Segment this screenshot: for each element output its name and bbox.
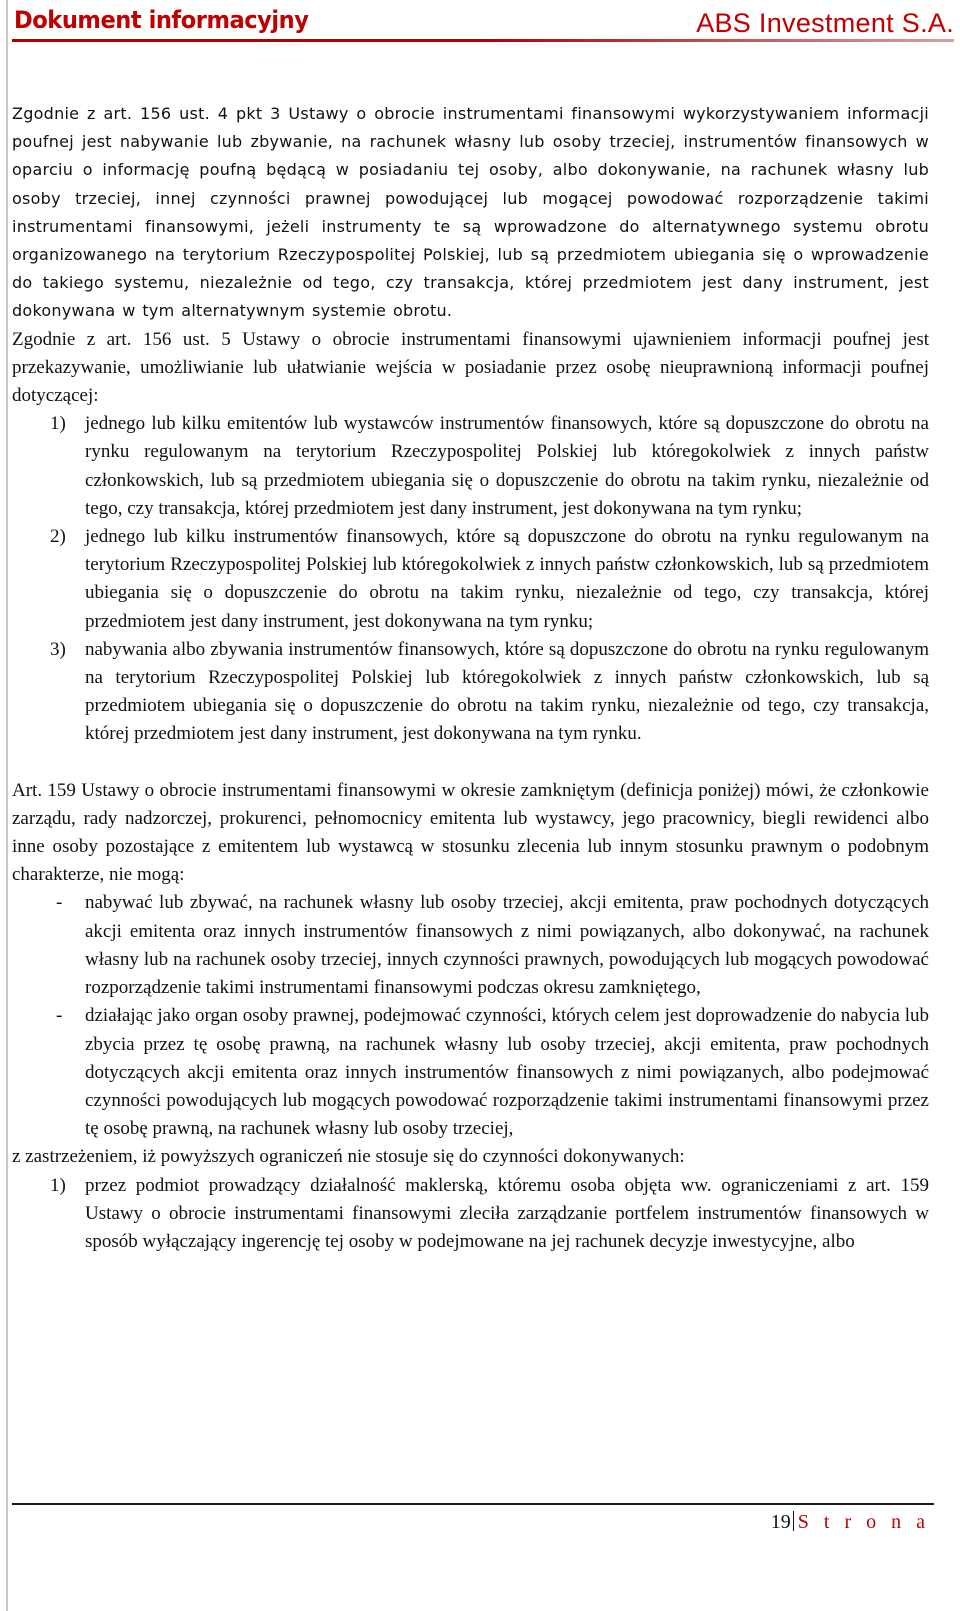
paragraph-disclosure: Zgodnie z art. 156 ust. 5 Ustawy o obrocie instrumentami finansowymi ujawnieniem informacji poufnej jest przekazywanie, umożliwianie lub ułatwianie wejścia w posiadanie przez osobę nieuprawnioną informacji poufnej dotyczącej: — [12, 328, 929, 407]
exceptions-list — [12, 1172, 929, 1257]
list-marker: 2) — [50, 526, 66, 548]
list-marker: - — [56, 892, 63, 914]
paragraph-exceptions: z zastrzeżeniem, iż powyższych ograniczeń nie stosuje się do czynności dokonywanych: — [12, 1146, 685, 1168]
paragraph-gap — [12, 749, 929, 777]
list-marker: 3) — [50, 638, 66, 660]
paragraph-closed-period: Art. 159 Ustawy o obrocie instrumentami finansowymi w okresie zamkniętym (definicja poniżej) mówi, że członkowie zarządu, rady nadzorczej, prokurenci, pełnomocnicy emitenta lub wystawcy, jego pracownicy, biegli rewidenci albo inne osoby pozostające z emitentem lub wystawcą w stosunku zlecenia lub innym stosunku prawnym o podobnym charakterze, nie mogą: — [12, 779, 929, 886]
list-item-text: przez podmiot prowadzący działalność maklerską, któremu osoba objęta ww. ograniczeniami z art. 159 Ustawy o obrocie instrumentami finansowymi zleciła zarządzanie portfelem instrumentów finansowych w sposób wyłączający ingerencję tej osoby w podejmowane na jej rachunek decyzje inwestycyjne, albo — [85, 1174, 929, 1252]
footer-divider — [12, 1503, 934, 1505]
left-margin-rule — [6, 0, 8, 1611]
page-header — [12, 6, 954, 40]
page-footer — [771, 1511, 930, 1534]
document-type-title: Dokument informacyjny — [14, 6, 309, 34]
header-divider — [12, 39, 954, 42]
restrictions-list — [12, 889, 929, 1143]
footer-separator — [793, 1511, 794, 1531]
list-marker: - — [56, 1005, 63, 1027]
disclosure-list — [12, 410, 929, 748]
list-item-text: jednego lub kilku emitentów lub wystawców instrumentów finansowych, które są dopuszczone do obrotu na rynku regulowanym na terytorium Rzeczypospolitej Polskiej lub któregokolwiek z innych państw członkowskich, lub są przedmiotem ubiegania się o dopuszczenie do obrotu na takim rynku, niezależnie od tego, czy transakcja, której przedmiotem jest dany instrument, jest dokonywana na tym rynku; — [85, 413, 929, 519]
list-item-text: nabywać lub zbywać, na rachunek własny lub osoby trzeciej, akcji emitenta, praw pochodnych dotyczących akcji emitenta oraz innych instrumentów finansowych z nimi powiązanych, albo dokonywać, na rachunek własny lub na rachunek osoby trzeciej, innych czynności prawnych, powodujących lub mogących powodować rozporządzenie takimi instrumentami finansowymi podczas okresu zamkniętego, — [85, 892, 929, 999]
list-item — [12, 1172, 929, 1257]
paragraph-insider-trading: Zgodnie z art. 156 ust. 4 pkt 3 Ustawy o obrocie instrumentami finansowymi wykorzystywaniem informacji poufnej jest nabywanie lub zbywanie, na rachunek własny lub osoby trzeciej, instrumentów finansowych w oparciu o informację poufną będącą w posiadaniu tej osoby, albo dokonywanie, na rachunek własny lub osoby trzeciej, innej czynności prawnej powodującej lub mogącej powodować rozporządzenie takimi instrumentami finansowymi, jeżeli instrumenty te są wprowadzone do alternatywnego systemu obrotu organizowanego na terytorium Rzeczypospolitej Polskiej, lub są przedmiotem ubiegania się o wprowadzenie do takiego systemu, niezależnie od tego, czy transakcja, której przedmiotem jest dany instrument, jest dokonywana w tym alternatywnym systemie obrotu. — [12, 104, 929, 321]
list-item — [12, 889, 929, 1002]
company-name: ABS Investment S.A. — [696, 8, 954, 38]
list-item — [12, 410, 929, 523]
list-item — [12, 636, 929, 749]
list-item-text: jednego lub kilku instrumentów finansowych, które są dopuszczone do obrotu na rynku regulowanym na terytorium Rzeczypospolitej Polskiej lub któregokolwiek z innych państw członkowskich, lub są przedmiotem ubiegania się o dopuszczenie do obrotu na takim rynku, niezależnie od tego, czy transakcja, której przedmiotem jest dany instrument, jest dokonywana na tym rynku; — [85, 526, 929, 632]
page-content — [12, 100, 929, 1256]
page-number: 19 — [770, 1511, 791, 1533]
list-item — [12, 1002, 929, 1143]
list-marker: 1) — [50, 413, 66, 435]
list-item — [12, 523, 929, 636]
list-item-text: nabywania albo zbywania instrumentów finansowych, które są dopuszczone do obrotu na rynku regulowanym na terytorium Rzeczypospolitej Polskiej lub któregokolwiek z innych państw członkowskich, lub są przedmiotem ubiegania się o dopuszczenie do obrotu na takim rynku, niezależnie od tego, czy transakcja, której przedmiotem jest dany instrument, jest dokonywana na tym rynku. — [85, 638, 929, 745]
list-item-text: działając jako organ osoby prawnej, podejmować czynności, których celem jest doprowadzenie do nabycia lub zbycia przez tę osobę prawną, na rachunek własny lub osoby trzeciej, akcji emitenta, praw pochodnych dotyczących akcji emitenta oraz innych instrumentów finansowych z nimi powiązanych, albo podejmować czynności powodujących lub mogących powodować rozporządzenie takimi instrumentami finansowymi przez tę osobę prawną, na rachunek własny lub osoby trzeciej, — [85, 1005, 929, 1140]
list-marker: 1) — [50, 1174, 66, 1196]
page-label: S t r o n a — [797, 1511, 930, 1533]
